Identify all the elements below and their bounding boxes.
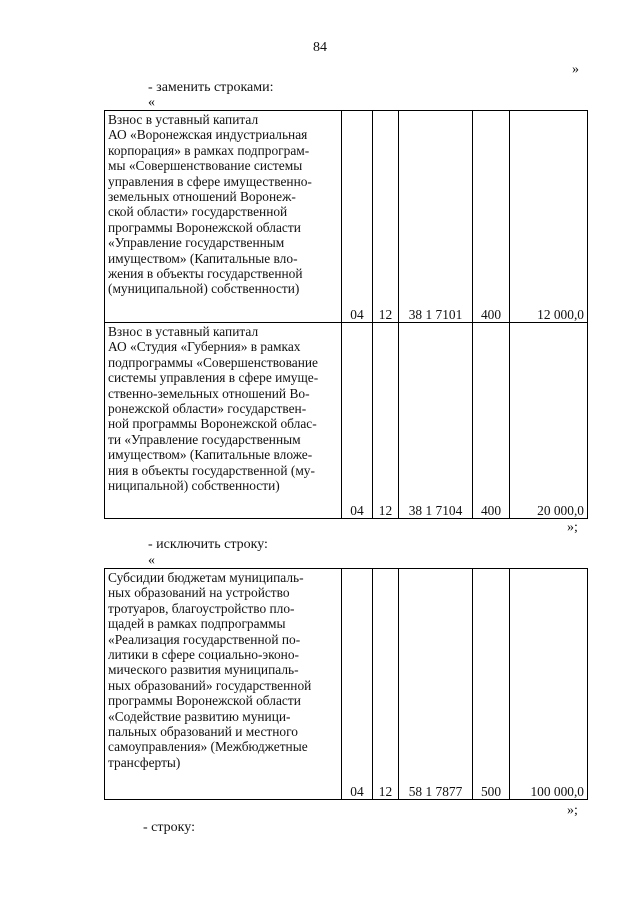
amount: 100 000,0 bbox=[510, 569, 588, 800]
opening-quote-2: « bbox=[148, 553, 155, 568]
opening-quote-1: « bbox=[148, 95, 155, 110]
exclude-row-label: - исключить строку: bbox=[148, 537, 268, 552]
table-row bbox=[105, 111, 588, 323]
target-article-code: 38 1 7101 bbox=[399, 111, 473, 323]
replace-with-rows-label: - заменить строками: bbox=[148, 80, 274, 95]
section-code: 04 bbox=[342, 323, 373, 519]
page-number: 84 bbox=[313, 40, 327, 55]
replacement-rows-table bbox=[104, 110, 588, 519]
expense-type-code: 500 bbox=[473, 569, 510, 800]
section-code: 04 bbox=[342, 111, 373, 323]
table-row bbox=[105, 569, 588, 800]
subsection-code: 12 bbox=[373, 323, 399, 519]
amount: 12 000,0 bbox=[510, 111, 588, 323]
target-article-code: 38 1 7104 bbox=[399, 323, 473, 519]
amount: 20 000,0 bbox=[510, 323, 588, 519]
excluded-row-table bbox=[104, 568, 588, 800]
row-description: Взнос в уставный капитал АО «Студия «Губерния» в рамках подпрограммы «Совершенствование системы управления в сфере имуще- ственно-земельных отношений Во- ронежской области» государствен- ной программы Воронежской облас- ти «Управление государственным имуществом» (Капитальные вложе- ния в объекты государственной (му- ниципальной) собственности) bbox=[105, 323, 342, 519]
closing-quote-top: » bbox=[572, 62, 579, 77]
expense-type-code: 400 bbox=[473, 111, 510, 323]
expense-type-code: 400 bbox=[473, 323, 510, 519]
row-description: Взнос в уставный капитал АО «Воронежская индустриальная корпорация» в рамках подпрограм- мы «Совершенствование системы управления в сфере имущественно- земельных отношений Воронеж- ской области» государственной программы Воронежской области «Управление государственным имуществом» (Капитальные вло- жения в объекты государственной (муниципальной) собственности) bbox=[105, 111, 342, 323]
target-article-code: 58 1 7877 bbox=[399, 569, 473, 800]
subsection-code: 12 bbox=[373, 111, 399, 323]
row-label: - строку: bbox=[143, 820, 195, 835]
subsection-code: 12 bbox=[373, 569, 399, 800]
section-code: 04 bbox=[342, 569, 373, 800]
closing-quote-2: »; bbox=[567, 803, 578, 818]
closing-quote-1: »; bbox=[567, 520, 578, 535]
row-description: Субсидии бюджетам муниципаль- ных образований на устройство тротуаров, благоустройство пло- щадей в рамках подпрограммы «Реализация государственной по- литики в сфере социально-эконо- мического развития муниципаль- ных образований» государственной программы Воронежской области «Содействие развитию муници- пальных образований и местного самоуправления» (Межбюджетные трансферты) bbox=[105, 569, 342, 800]
table-row bbox=[105, 323, 588, 519]
